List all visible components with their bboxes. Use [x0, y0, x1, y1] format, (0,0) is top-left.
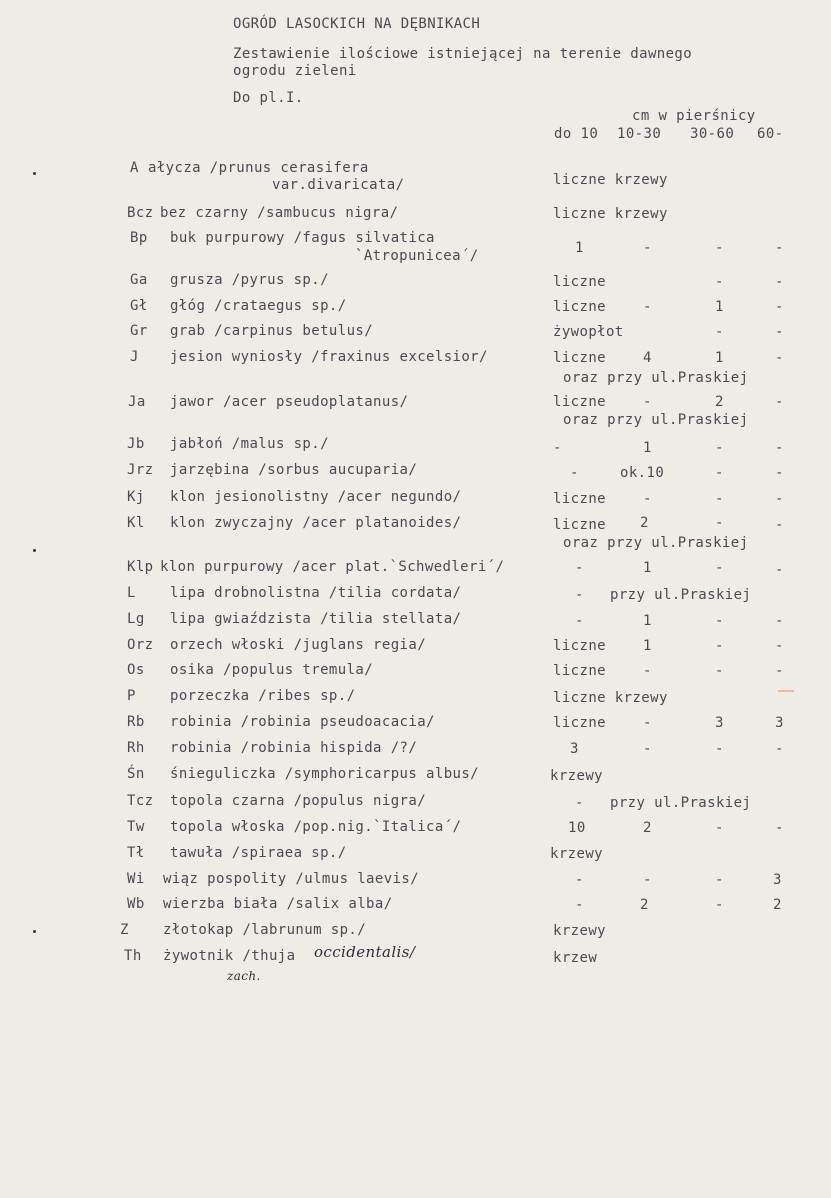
row-value: -: [775, 350, 784, 366]
column-header-30-60: 30-60: [690, 126, 735, 142]
row-value: -: [715, 560, 724, 576]
row-name: bez czarny /sambucus nigra/: [160, 205, 399, 221]
row-value: -: [575, 795, 584, 811]
row-code: Kj: [127, 489, 145, 505]
row-name: klon purpurowy /acer plat.`Schwedleri´/: [160, 559, 505, 575]
row-value: liczne krzewy: [553, 172, 668, 188]
row-value: liczne: [553, 517, 606, 533]
row-value: -: [715, 638, 724, 654]
row-value: 2: [643, 820, 652, 836]
column-header-10-30: 10-30: [617, 126, 662, 142]
row-value: -: [775, 240, 784, 256]
row-code: Tcz: [127, 793, 154, 809]
row-value: krzewy: [553, 923, 606, 939]
row-value: -: [775, 517, 784, 533]
row-value: -: [643, 741, 652, 757]
column-header-do10: do 10: [554, 126, 599, 142]
document-title: OGRÓD LASOCKICH NA DĘBNIKACH: [233, 16, 481, 32]
row-name: ałycza /prunus cerasifera: [148, 160, 369, 176]
row-name-cont: `Atropunicea´/: [355, 248, 479, 264]
row-name: grab /carpinus betulus/: [170, 323, 374, 339]
row-name: jabłoń /malus sp./: [170, 436, 329, 452]
row-value: -: [575, 560, 584, 576]
row-name: klon jesionolistny /acer negundo/: [170, 489, 462, 505]
row-name: wierzba biała /salix alba/: [163, 896, 393, 912]
row-value: -: [715, 872, 724, 888]
row-name: porzeczka /ribes sp./: [170, 688, 356, 704]
row-code: Wi: [127, 871, 145, 887]
row-value: 2: [640, 515, 649, 531]
row-code: Th: [124, 948, 142, 964]
margin-speck: [33, 930, 36, 933]
row-name: lipa drobnolistna /tilia cordata/: [170, 585, 462, 601]
column-group-header: cm w pierśnicy: [632, 108, 756, 124]
row-name: osika /populus tremula/: [170, 662, 374, 678]
row-value: -: [643, 299, 652, 315]
document-subtitle: Zestawienie ilościowe istniejącej na terenie dawnego: [233, 46, 693, 62]
row-code: Wb: [127, 896, 145, 912]
row-name: grusza /pyrus sp./: [170, 272, 329, 288]
row-value: -: [715, 897, 724, 913]
row-value: -: [575, 897, 584, 913]
row-value: -: [643, 872, 652, 888]
row-code: Orz: [127, 637, 154, 653]
row-value: -: [715, 820, 724, 836]
row-value: 3: [715, 715, 724, 731]
row-value: -: [775, 394, 784, 410]
row-value: -: [775, 440, 784, 456]
margin-speck: [33, 549, 36, 552]
row-value: krzewy: [550, 846, 603, 862]
document-subtitle-cont: ogrodu zieleni: [233, 63, 357, 79]
row-code: Ja: [128, 394, 146, 410]
row-value: -: [715, 324, 724, 340]
row-value: -: [715, 663, 724, 679]
row-name: śnieguliczka /symphoricarpus albus/: [170, 766, 480, 782]
row-value: -: [553, 440, 562, 456]
row-value: -: [715, 440, 724, 456]
row-value: -: [643, 715, 652, 731]
row-name: orzech włoski /juglans regia/: [170, 637, 427, 653]
row-code: Klp: [127, 559, 154, 575]
row-value: 1: [715, 299, 724, 315]
row-value: 2: [640, 897, 649, 913]
row-value: 2: [773, 897, 782, 913]
row-name: topola czarna /populus nigra/: [170, 793, 427, 809]
row-value: -: [775, 491, 784, 507]
row-value: przy ul.Praskiej: [610, 795, 752, 811]
row-value: liczne: [553, 394, 606, 410]
row-code: Gł: [130, 298, 148, 314]
row-value: -: [775, 820, 784, 836]
row-value: krzewy: [550, 768, 603, 784]
row-name: lipa gwiaździsta /tilia stellata/: [170, 611, 462, 627]
row-name: klon zwyczajny /acer platanoides/: [170, 515, 462, 531]
row-code: Z: [120, 922, 129, 938]
row-code: Jb: [127, 436, 145, 452]
row-value: 1: [575, 240, 584, 256]
row-value: -: [643, 240, 652, 256]
row-name: wiąz pospolity /ulmus laevis/: [163, 871, 420, 887]
row-value: -: [715, 274, 724, 290]
row-code: Ga: [130, 272, 148, 288]
row-value: -: [775, 274, 784, 290]
row-code: Os: [127, 662, 145, 678]
row-name: buk purpurowy /fagus silvatica: [170, 230, 435, 246]
row-value: -: [775, 663, 784, 679]
row-value: 1: [643, 560, 652, 576]
row-value: -: [715, 613, 724, 629]
row-code: A: [130, 160, 139, 176]
row-code: Jrz: [127, 462, 154, 478]
column-header-60: 60-: [757, 126, 784, 142]
row-value: liczne: [553, 299, 606, 315]
row-value: liczne krzewy: [553, 206, 668, 222]
row-note: oraz przy ul.Praskiej: [563, 370, 749, 386]
row-value: liczne krzewy: [553, 690, 668, 706]
row-value: -: [643, 394, 652, 410]
row-value: -: [575, 587, 584, 603]
row-value: 4: [643, 350, 652, 366]
row-value: liczne: [553, 663, 606, 679]
row-code: Rb: [127, 714, 145, 730]
handwritten-note: zach.: [227, 969, 261, 983]
row-name: jesion wyniosły /fraxinus excelsior/: [170, 349, 488, 365]
row-value: -: [715, 240, 724, 256]
row-value: liczne: [553, 491, 606, 507]
row-value: -: [643, 663, 652, 679]
row-note: oraz przy ul.Praskiej: [563, 412, 749, 428]
row-value: 3: [773, 872, 782, 888]
row-value: -: [775, 638, 784, 654]
row-value: 3: [775, 715, 784, 731]
row-value: przy ul.Praskiej: [610, 587, 752, 603]
row-value: liczne: [553, 715, 606, 731]
row-code: Bcz: [127, 205, 154, 221]
row-value: -: [715, 465, 724, 481]
row-value: -: [715, 741, 724, 757]
margin-speck: [33, 172, 36, 175]
row-value: -: [715, 515, 724, 531]
row-code: L: [127, 585, 136, 601]
row-value: liczne: [553, 274, 606, 290]
row-value: -: [643, 491, 652, 507]
row-code: Bp: [130, 230, 148, 246]
row-name: jarzębina /sorbus aucuparia/: [170, 462, 418, 478]
row-value: 1: [643, 440, 652, 456]
row-value: 1: [643, 638, 652, 654]
row-value: 1: [643, 613, 652, 629]
row-name: tawuła /spiraea sp./: [170, 845, 347, 861]
row-name: robinia /robinia hispida /?/: [170, 740, 418, 756]
row-value: żywopłot: [553, 324, 624, 340]
row-code: Tł: [127, 845, 145, 861]
row-value: -: [775, 562, 784, 578]
row-code: Śn: [127, 766, 145, 782]
row-code: Tw: [127, 819, 145, 835]
row-value: -: [775, 465, 784, 481]
row-value: -: [715, 491, 724, 507]
row-name: jawor /acer pseudoplatanus/: [170, 394, 409, 410]
row-code: P: [127, 688, 136, 704]
row-name: głóg /crataegus sp./: [170, 298, 347, 314]
plan-reference: Do pl.I.: [233, 90, 304, 106]
row-name: robinia /robinia pseudoacacia/: [170, 714, 435, 730]
row-name: topola włoska /pop.nig.`Italica´/: [170, 819, 462, 835]
row-value: -: [575, 613, 584, 629]
row-value: krzew: [553, 950, 598, 966]
row-value: -: [775, 613, 784, 629]
row-code: Lg: [127, 611, 145, 627]
row-value: 10: [568, 820, 586, 836]
row-code: Rh: [127, 740, 145, 756]
row-note: oraz przy ul.Praskiej: [563, 535, 749, 551]
row-code: Gr: [130, 323, 148, 339]
row-name: żywotnik /thuja: [163, 948, 296, 964]
row-name: złotokap /labrunum sp./: [163, 922, 367, 938]
row-code: Kl: [127, 515, 145, 531]
row-value: 2: [715, 394, 724, 410]
row-value: -: [775, 299, 784, 315]
row-value: ok.10: [620, 465, 665, 481]
row-value: 3: [570, 741, 579, 757]
row-code: J: [130, 349, 139, 365]
row-value: -: [775, 741, 784, 757]
row-value: liczne: [553, 638, 606, 654]
row-value: -: [775, 324, 784, 340]
row-value: 1: [715, 350, 724, 366]
margin-mark: [778, 690, 794, 692]
handwritten-insert: occidentalis/: [314, 943, 416, 961]
row-name-cont: var.divaricata/: [272, 177, 405, 193]
row-value: -: [570, 465, 579, 481]
row-value: -: [575, 872, 584, 888]
row-value: liczne: [553, 350, 606, 366]
